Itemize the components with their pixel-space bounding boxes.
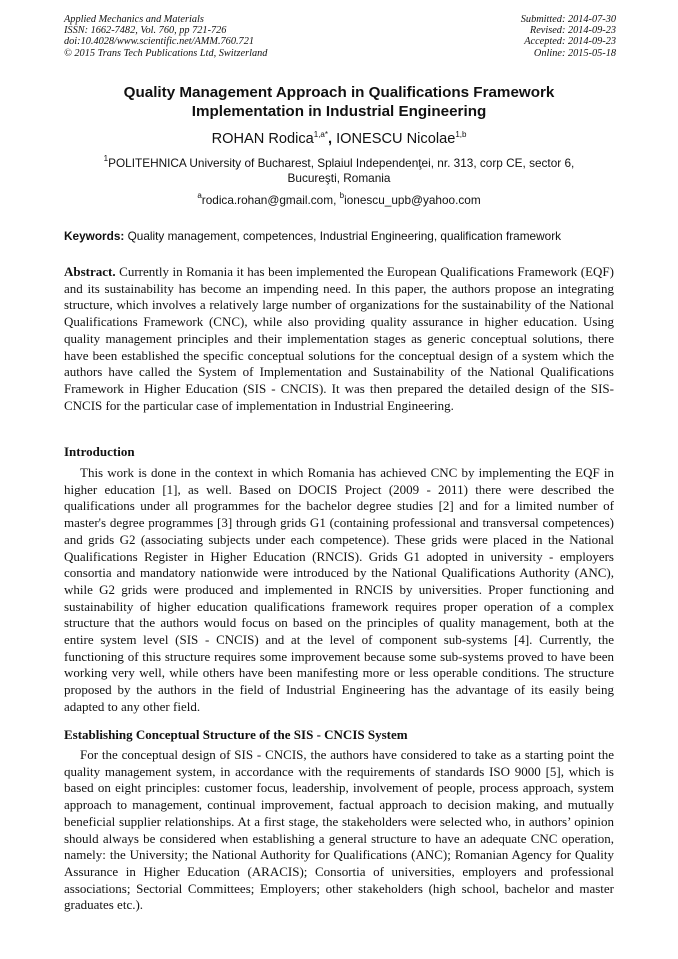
- keywords: [64, 229, 616, 244]
- submission-dates: [521, 14, 616, 59]
- journal-name: Applied Mechanics and Materials: [64, 14, 204, 25]
- keywords-text: Quality management, competences, Industrial Engineering, qualification framework: [124, 229, 562, 243]
- email-a: rodica.rohan@gmail.com,: [201, 193, 340, 207]
- email-b: ionescu_upb@yahoo.com: [344, 193, 481, 207]
- affiliation-mark: 1: [103, 154, 109, 163]
- abstract-text: Currently in Romania it has been implemented the European Qualifications Framework (EQF) and its sustainability has become an impending need. In this paper, the authors propose an integrating structure, which involves a relatively large number of organizations for the sustainability of the National Qualifications Framework (CNC), while also providing quality assurance in higher education. Using quality management principles and their implementation stages as generic conceptual solutions, there have been established the specific conceptual solutions for the conceptual design of a system which the authors have called the System of Implementation and Sustainability of the National Qualifications Framework in Higher Education (SIS - CNCIS). It was then prepared the detailed design of the SIS-CNCIS for the particular case of implementation in Industrial Engineering.: [64, 264, 614, 413]
- author-emails: [64, 193, 614, 208]
- introduction-body: This work is done in the context in which Romania has achieved CNC by implementing the EQF in higher education [1], as well. Based on DOCIS Project (2009 - 2011) there were described the qualifications under all programmes for the bachelor degree studies [2] and for a limited number of master's degree programmes [3] through grids G1 (containing professional and transversal competences) and grids G2 (associating subjects under each competence). These grids were placed in the National Qualifications Register in Higher Education (RNCIS). Grids G1 adopted in university - employers consortia and mandatory nationwide were introduced by the National Qualifications Authority (ANC), while G2 grids were produced and implemented in RNCIS by universities. Proper functioning and sustainability of higher education qualifications framework requires proper operation of a complex structure that the authors would focus on based on the principles of quality management, both at the entire system level (SIS - CNCIS) and at the level of component sub-systems [4]. Currently, the functioning of this structure requires some improvement because some sub-systems proved to have been working very well, while others have been manifesting more or less operable conditions. The structure proposed by the authors in the field of Industrial Engineering has the advantage of its easily being adapted to any other field.: [64, 465, 614, 714]
- email-b-mark: b: [339, 191, 345, 200]
- author-2-affil-mark: 1,b: [455, 130, 467, 139]
- affiliation: [76, 156, 602, 186]
- keywords-label: Keywords:: [64, 229, 125, 243]
- affiliation-line1: POLITEHNICA University of Bucharest, Splaiul Independenţei, nr. 313, corp CE, sector 6,: [108, 156, 575, 170]
- paper-title-line1: Quality Management Approach in Qualifications Framework: [123, 84, 555, 101]
- affiliation-line2: Bucureşti, Romania: [287, 171, 391, 185]
- revised-date: Revised: 2014-09-23: [529, 25, 616, 37]
- paper-title: [64, 83, 614, 121]
- journal-info: [64, 14, 267, 59]
- abstract-label: Abstract.: [64, 264, 116, 279]
- journal-copyright: © 2015 Trans Tech Publications Ltd, Switzerland: [64, 47, 268, 59]
- abstract: [64, 264, 614, 414]
- introduction-heading: Introduction: [64, 444, 135, 459]
- online-date: Online: 2015-05-18: [533, 47, 616, 59]
- author-1-affil-mark: 1,a*: [313, 130, 328, 139]
- paper-title-line2: Implementation in Industrial Engineering: [191, 103, 487, 120]
- author-separator: ,: [327, 131, 337, 147]
- journal-doi: doi:10.4028/www.scientific.net/AMM.760.721: [64, 36, 254, 48]
- accepted-date: Accepted: 2014-09-23: [524, 36, 616, 48]
- author-2-name: IONESCU Nicolae: [336, 131, 456, 147]
- author-list: [64, 130, 614, 148]
- section-conceptual-structure-body: For the conceptual design of SIS - CNCIS, the authors have considered to take as a starting point the quality management system, in accordance with the requirements of standards ISO 9000 [5], which is based on eight principles: customer focus, leadership, involvement of people, process approach, system approach to management, continual improvement, factual approach to decision making, and mutually beneficial supplier relationships. At a first stage, the stakeholders were selected who, in authors’ opinion should always be considered when establishing a general structure to have an adequate CNC operation, namely: the University; the National Authority for Qualifications (ANC); Romanian Agency for Quality Assurance in Higher Education (ARACIS); Consortia of universities, employers and professional associations; Sectorial Committees; Employers; other stakeholders (high school, bachelor and master graduates etc.).: [64, 747, 614, 913]
- section-heading-conceptual-structure: Establishing Conceptual Structure of the SIS - CNCIS System: [64, 727, 408, 742]
- submitted-date: Submitted: 2014-07-30: [520, 14, 616, 25]
- author-1-name: ROHAN Rodica: [211, 131, 314, 147]
- journal-issn: ISSN: 1662-7482, Vol. 760, pp 721-726: [64, 25, 227, 37]
- email-a-mark: a: [197, 191, 202, 200]
